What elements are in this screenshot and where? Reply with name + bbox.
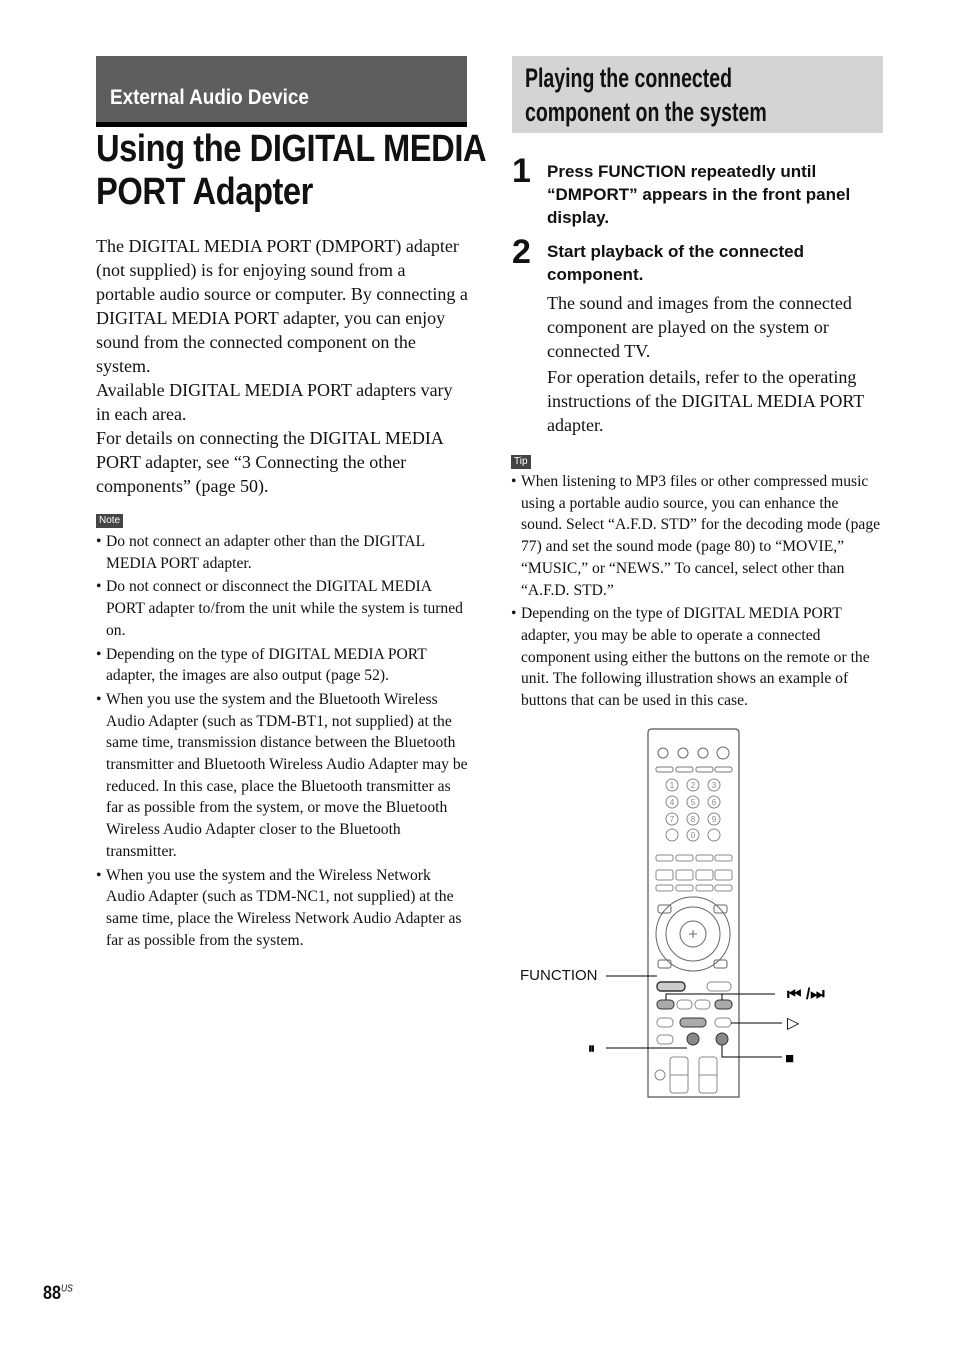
page-title [96, 128, 487, 214]
key-9: 9 [711, 815, 717, 824]
key-8: 8 [690, 815, 696, 824]
note-item: • Do not connect or disconnect the DIGITAL MEDIA PORT adapter to/from the unit while the system is turned on. [96, 576, 468, 641]
key-0: 0 [690, 831, 696, 840]
page-title-line-2: PORT Adapter [96, 171, 313, 213]
page-number [43, 1283, 73, 1305]
play-icon: ▷ [787, 1015, 800, 1032]
tip-item: • Depending on the type of DIGITAL MEDIA PORT adapter, you may be able to operate a connected component using either the buttons on the remote or the unit. The following illustration shows an example of buttons that can be used in this case. [511, 603, 883, 712]
section-divider [96, 122, 467, 127]
function-callout-label: FUNCTION [520, 967, 598, 984]
subsection-title-line-1: Playing the connected [525, 63, 733, 93]
step-2-paragraph-2: For operation details, refer to the operating instructions of the DIGITAL MEDIA PORT adapter. [547, 367, 864, 435]
prev-next-icon: ⏮ /⏭ [787, 986, 825, 1003]
intro-paragraph-2: Available DIGITAL MEDIA PORT adapters vary in each area. [96, 380, 453, 424]
step-1-title: Press FUNCTION repeatedly until “DMPORT” appears in the front panel display. [547, 162, 851, 227]
pause-icon: ⏸ [588, 1040, 595, 1056]
section-header-label: External Audio Device [110, 86, 309, 109]
key-5: 5 [690, 798, 696, 807]
note-list [96, 531, 468, 953]
key-2: 2 [690, 781, 696, 790]
step-2-number: 2 [512, 233, 531, 271]
key-7: 7 [669, 815, 675, 824]
page-number-suffix: US [60, 1283, 73, 1295]
tip-item: • When listening to MP3 files or other compressed music using a portable audio source, you can enhance the sound. Select “A.F.D. STD” for the decoding mode (page 77) and set the sound mode (page 80) to “MOVIE,” “MUSIC,” or “NEWS.” To cancel, select other than “A.F.D. STD.” [511, 471, 883, 601]
tip-list [511, 471, 883, 714]
note-item: • Do not connect an adapter other than the DIGITAL MEDIA PORT adapter. [96, 531, 468, 574]
note-item: • When you use the system and the Bluetooth Wireless Audio Adapter (such as TDM-BT1, not supplied) at the same time, transmission distance between the Bluetooth transmitter and Bluetooth Wireless Audio Adapter may be reduced. In this case, place the Bluetooth transmitter as far as possible from the system, or move the Bluetooth Wireless Audio Adapter closer to the Bluetooth transmitter. [96, 689, 468, 863]
key-3: 3 [711, 781, 717, 790]
stop-icon: ■ [785, 1050, 795, 1067]
subsection-title [525, 61, 809, 129]
section-header-bar [96, 56, 467, 122]
intro-paragraph-1: The DIGITAL MEDIA PORT (DMPORT) adapter (not supplied) is for enjoying sound from a portable audio source or computer. By connecting a DIGITAL MEDIA PORT adapter, you can enjoy sound from the connected component on the system. [96, 236, 468, 376]
note-item: • When you use the system and the Wireless Network Audio Adapter (such as TDM-NC1, not supplied) at the same time, place the Wireless Network Audio Adapter as far as possible from the system. [96, 865, 468, 952]
intro-paragraph-3: For details on connecting the DIGITAL MEDIA PORT adapter, see “3 Connecting the other components” (page 50). [96, 428, 443, 496]
note-badge: Note [96, 514, 123, 528]
subsection-header [512, 56, 883, 133]
intro-text [96, 234, 468, 498]
step-1-number: 1 [512, 152, 531, 190]
key-4: 4 [669, 798, 675, 807]
remote-control-figure [500, 725, 870, 1100]
page-number-value: 88 [43, 1283, 61, 1304]
step-2-paragraph-1: The sound and images from the connected component are played on the system or connected TV. [547, 293, 852, 361]
step-2-body [547, 291, 887, 439]
note-item: • Depending on the type of DIGITAL MEDIA PORT adapter, the images are also output (page 52). [96, 644, 468, 687]
tip-badge: Tip [511, 455, 531, 469]
key-1: 1 [669, 781, 675, 790]
step-2-title: Start playback of the connected component. [547, 242, 804, 284]
key-6: 6 [711, 798, 717, 807]
subsection-title-line-2: component on the system [525, 97, 767, 127]
page-title-line-1: Using the DIGITAL MEDIA [96, 128, 487, 170]
